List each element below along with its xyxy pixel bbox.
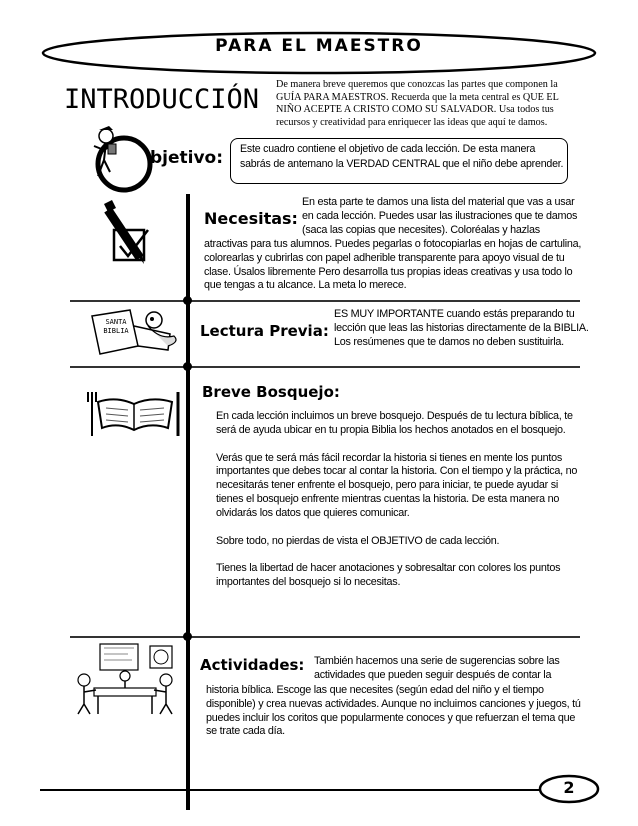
timeline-dot [183,632,192,641]
timeline-dot [183,362,192,371]
bosquejo-body [216,410,582,590]
hiker-o-icon [84,120,154,194]
page-title: PARA EL MAESTRO [215,36,423,56]
bosquejo-paragraph: Sobre todo, no pierdas de vista el OBJETIVO de cada lección. [216,534,500,547]
intro-title: INTRODUCCIÓN [64,84,260,115]
intro-text: De manera breve queremos que conozcas las partes que componen la GUÍA PARA MAESTROS. Recuerda que la meta central es QUE EL NIÑO ACEPTE A CRISTO COMO SU SALVADOR. Usa todos tus recursos y creatividad para enriquecer las ideas que aquí te damos. [276,79,559,128]
pencil-checkbox-icon [100,196,162,268]
page-number: 2 [563,778,575,797]
footer-line [40,789,570,791]
bible-label-line-1: SANTA [105,318,127,326]
lectura-title: Lectura Previa: [200,322,329,340]
timeline-dot [183,296,192,305]
bosquejo-paragraph: En cada lección incluimos un breve bosquejo. Después de tu lectura bíblica, te será de ayuda ubicar en tu propia Biblia los hechos anotados en el bosquejo. [216,410,573,436]
actividades-text-top: También hacemos una serie de sugerencias sobre las actividades que pueden seguir después de contar la [314,655,560,681]
bosquejo-title: Breve Bosquejo: [202,383,340,401]
open-bible-icon [84,378,184,444]
separator [70,300,580,302]
objetivo-label: bjetivo: [150,148,224,168]
actividades-title: Actividades: [200,656,305,674]
separator [70,366,580,368]
necesitas-text-top: En esta parte te damos una lista del material que vas a usar en cada lección. Puedes usar las ilustraciones que te damos (saca las copias que necesites). Coloréalas y hazlas [302,196,578,236]
necesitas-title: Necesitas: [204,209,298,228]
lectura-text: ES MUY IMPORTANTE cuando estás preparando tu lección que leas las historias directamente de la BIBLIA. Los resúmenes que te damos no deben sustituirla. [334,308,589,348]
separator [70,636,580,638]
classroom-activity-icon [70,642,180,718]
bosquejo-paragraph: Verás que te será más fácil recordar la historia si tienes en mente los puntos importantes que debes tocar al contar la historia. Con el tiempo y la práctica, no necesitarás tener enfrente el bosquejo, pero para iniciar, te puede ayudar si tienes el bosquejo enfrente mientras cuentas la historia. De esta manera no olvidarás los datos que quieres comunicar. [216,451,578,519]
bible-label-line-2: BIBLIA [103,327,129,335]
bible-label [94,318,138,336]
actividades-text-bottom: historia bíblica. Escoge las que necesites (según edad del niño y el tiempo disponible) y crea nuevas actividades. Aunque no incluimos canciones y juegos, tú puedes incluir los coritos que popularmente conoces y que refuerzan el tema que se trate cada día. [206,684,581,738]
objetivo-text: Este cuadro contiene el objetivo de cada lección. De esta manera sabrás de antemano la VERDAD CENTRAL que el niño debe aprender. [240,143,564,170]
timeline-line [186,194,190,810]
necesitas-text-bottom: atractivas para tus alumnos. Puedes pegarlas o fotocopiarlas en hojas de cartulina, colorearlas y cubrirlas con papel adherible transparente para apoyo visual de tu clase. Úsalos libremente Pero desarrolla tus propias ideas creativas y usa todo lo que tengas a tu alcance. La meta lo merece. [204,238,582,292]
bosquejo-paragraph: Tienes la libertad de hacer anotaciones y sobresaltar con colores los puntos importantes del bosquejo si lo necesitas. [216,562,561,589]
